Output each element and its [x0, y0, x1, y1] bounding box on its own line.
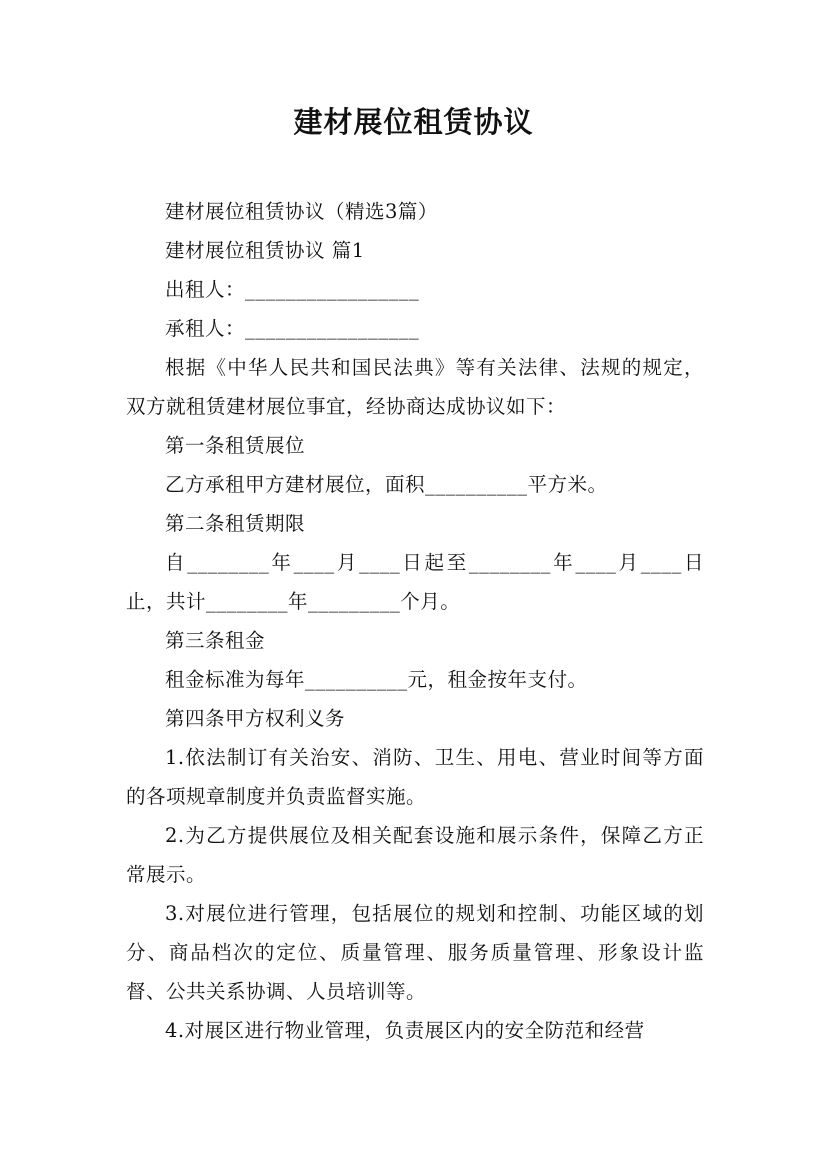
- paragraph-article-1-heading: 第一条租赁展位: [165, 434, 306, 457]
- paragraph-article-4-item-3: 3.对展位进行管理，包括展位的规划和控制、功能区域的划分、商品档次的定位、质量管理、服务质量管理、形象设计监督、公共关系协调、人员培训等。: [126, 902, 704, 1003]
- paragraph-article-2-body: 自________年____月____日起至________年____月____日止，共计________年_________个月。: [126, 551, 704, 613]
- paragraph-article-3-heading: 第三条租金: [165, 629, 266, 652]
- paragraph-subtitle: 建材展位租赁协议（精选3篇）: [165, 200, 438, 223]
- paragraph-article-2-heading: 第二条租赁期限: [165, 512, 306, 535]
- paragraph-preamble: 根据《中华人民共和国民法典》等有关法律、法规的规定，双方就租赁建材展位事宜，经协商达成协议如下：: [126, 356, 704, 418]
- paragraph-article-4-heading: 第四条甲方权利义务: [165, 707, 346, 730]
- paragraph-article-1-body: 乙方承租甲方建材展位，面积__________平方米。: [165, 473, 608, 496]
- paragraph-article-4-item-1: 1.依法制订有关治安、消防、卫生、用电、营业时间等方面的各项规章制度并负责监督实施。: [126, 746, 704, 808]
- document-body: [126, 192, 704, 1050]
- paragraph-lessor: 出租人：_________________: [165, 278, 420, 301]
- paragraph-article-3-body: 租金标准为每年__________元，租金按年支付。: [165, 668, 588, 691]
- paragraph-lessee: 承租人：_________________: [165, 317, 420, 340]
- paragraph-article-4-item-2: 2.为乙方提供展位及相关配套设施和展示条件，保障乙方正常展示。: [126, 824, 704, 886]
- paragraph-article-4-item-4: 4.对展区进行物业管理，负责展区内的安全防范和经营: [165, 1019, 645, 1042]
- document-title: 建材展位租赁协议: [293, 105, 534, 139]
- paragraph-section-heading: 建材展位租赁协议 篇1: [165, 239, 365, 262]
